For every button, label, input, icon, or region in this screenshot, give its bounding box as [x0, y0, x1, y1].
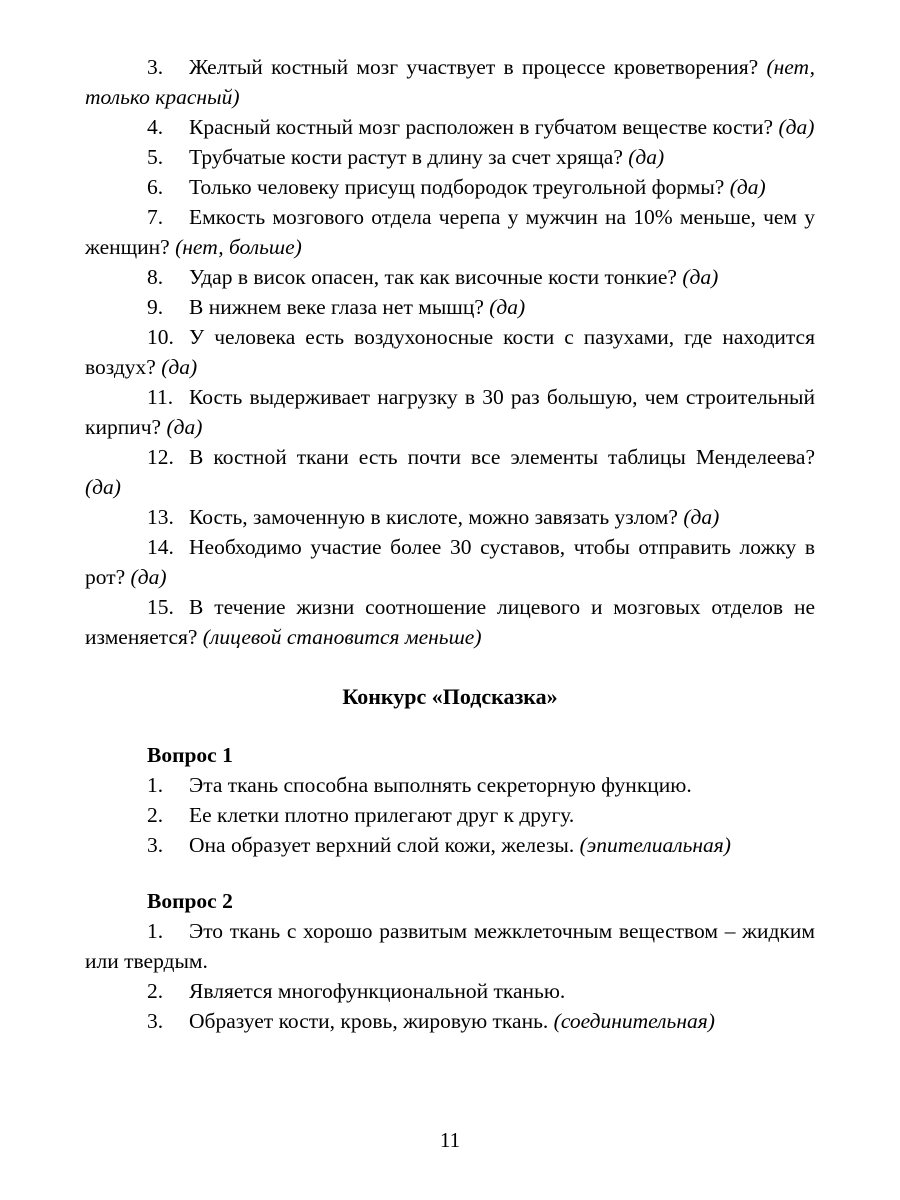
item-text: В костной ткани есть почти все элементы таблицы Менделеева?: [189, 445, 815, 469]
quiz-item: [85, 292, 815, 322]
item-answer: (да): [682, 265, 719, 289]
item-number: 14.: [147, 535, 174, 559]
quiz-item: [85, 442, 815, 502]
contest-title: Конкурс «Подсказка»: [342, 684, 558, 709]
item-number: 3.: [147, 1009, 164, 1033]
quiz-item: [85, 172, 815, 202]
item-answer: (да): [729, 175, 766, 199]
quiz-item: [85, 502, 815, 532]
item-answer: (да): [130, 565, 167, 589]
item-number: 3.: [147, 55, 164, 79]
item-answer: (да): [778, 115, 815, 139]
item-text: Трубчатые кости растут в длину за счет хряща?: [189, 145, 623, 169]
question-title: Вопрос 1: [147, 743, 233, 767]
quiz-item: [85, 322, 815, 382]
item-answer: (да): [166, 415, 203, 439]
clue-item: [85, 1006, 815, 1036]
item-number: 12.: [147, 445, 174, 469]
item-number: 13.: [147, 505, 174, 529]
item-number: 9.: [147, 295, 164, 319]
item-text: Необходимо участие более 30 суставов, чтобы отправить ложку в рот?: [85, 535, 815, 589]
item-number: 3.: [147, 833, 164, 857]
item-number: 2.: [147, 979, 164, 1003]
item-text: Удар в висок опасен, так как височные кости тонкие?: [189, 265, 677, 289]
item-number: 6.: [147, 175, 164, 199]
item-text: Она образует верхний слой кожи, железы.: [189, 833, 575, 857]
item-answer: (эпителиальная): [579, 833, 731, 857]
quiz-item: [85, 382, 815, 442]
clue-item: [85, 830, 815, 860]
item-text: Емкость мозгового отдела черепа у мужчин на 10% меньше, чем у женщин?: [85, 205, 815, 259]
item-text: Является многофункциональной тканью.: [189, 979, 566, 1003]
question-title: Вопрос 2: [147, 889, 233, 913]
item-text: Кость, замоченную в кислоте, можно завязать узлом?: [189, 505, 678, 529]
item-number: 10.: [147, 325, 174, 349]
item-text: Образует кости, кровь, жировую ткань.: [189, 1009, 549, 1033]
item-answer: (да): [628, 145, 665, 169]
page-number: 11: [439, 1128, 461, 1152]
quiz-item: [85, 112, 815, 142]
clue-item: [85, 800, 815, 830]
item-number: 15.: [147, 595, 174, 619]
question-block-2: [85, 886, 815, 1036]
clue-item: [85, 770, 815, 800]
item-text: Желтый костный мозг участвует в процессе кроветворения?: [189, 55, 759, 79]
item-answer: (да): [489, 295, 526, 319]
item-answer: (да): [161, 355, 198, 379]
item-answer: (нет, только красный): [85, 55, 815, 109]
item-text: В течение жизни соотношение лицевого и мозговых отделов не изменяется?: [85, 595, 815, 649]
item-text: В нижнем веке глаза нет мышц?: [189, 295, 484, 319]
item-text: Красный костный мозг расположен в губчатом веществе кости?: [189, 115, 774, 139]
item-number: 7.: [147, 205, 164, 229]
item-number: 1.: [147, 919, 164, 943]
item-number: 1.: [147, 773, 164, 797]
item-answer: (да): [683, 505, 720, 529]
item-text: У человека есть воздухоносные кости с пазухами, где находится воздух?: [85, 325, 815, 379]
item-answer: (лицевой становится меньше): [202, 625, 482, 649]
quiz-item: [85, 202, 815, 262]
item-number: 8.: [147, 265, 164, 289]
quiz-item: [85, 262, 815, 292]
item-number: 4.: [147, 115, 164, 139]
clue-item: [85, 976, 815, 1006]
quiz-item: [85, 142, 815, 172]
quiz-item: [85, 52, 815, 112]
clue-item: [85, 916, 815, 976]
item-text: Только человеку присущ подбородок треугольной формы?: [189, 175, 725, 199]
item-text: Ее клетки плотно прилегают друг к другу.: [189, 803, 575, 827]
item-text: Это ткань с хорошо развитым межклеточным веществом – жидким или твердым.: [85, 919, 815, 973]
question-block-1: [85, 740, 815, 860]
item-answer: (нет, больше): [175, 235, 302, 259]
quiz-item: [85, 532, 815, 592]
quiz-item: [85, 592, 815, 652]
item-number: 2.: [147, 803, 164, 827]
item-number: 11.: [147, 385, 174, 409]
item-answer: (соединительная): [553, 1009, 715, 1033]
item-number: 5.: [147, 145, 164, 169]
item-text: Кость выдерживает нагрузку в 30 раз большую, чем строительный кирпич?: [85, 385, 815, 439]
item-text: Эта ткань способна выполнять секреторную функцию.: [189, 773, 692, 797]
item-answer: (да): [85, 475, 121, 499]
